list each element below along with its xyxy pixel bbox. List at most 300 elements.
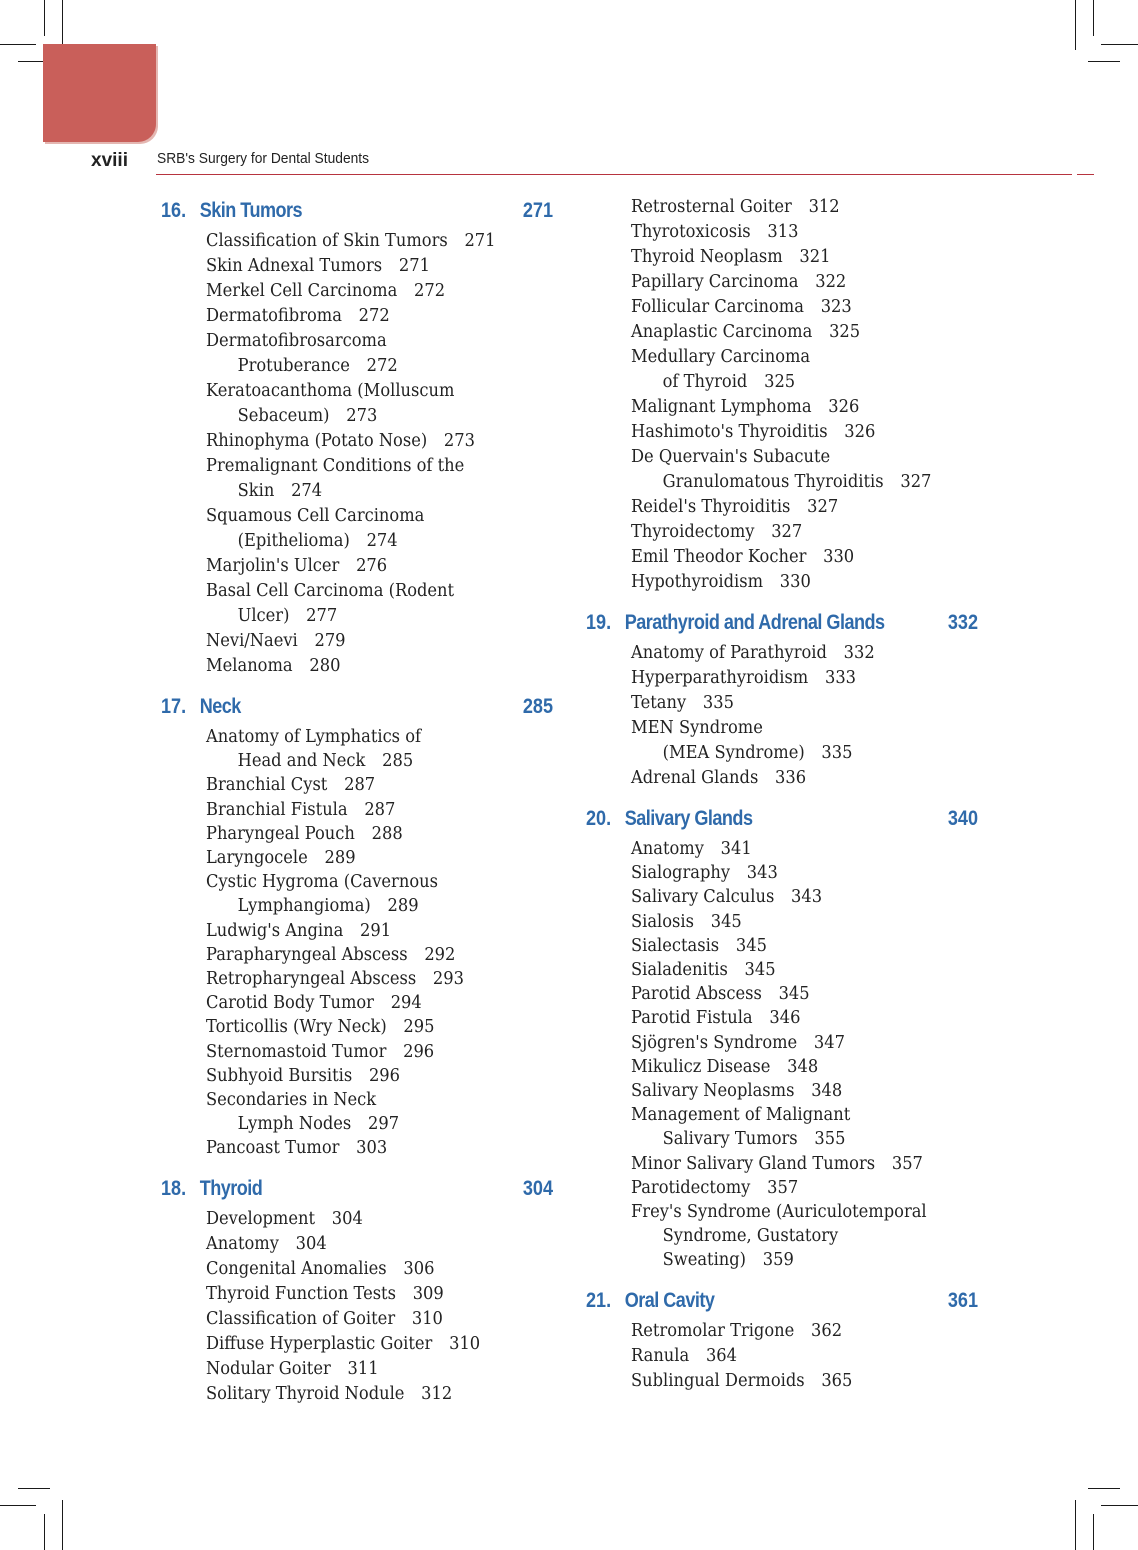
chapter-title: Thyroid [199,1176,263,1200]
toc-entry-line [631,741,954,766]
toc-entry-title: Management of Malignant [631,1105,851,1126]
toc-entry-page: 321 [799,247,831,267]
toc-entry-line [206,870,529,894]
running-title: SRB's Surgery for Dental Students [157,150,370,167]
accent-tab [43,44,156,142]
toc-entry-line [206,279,529,304]
toc-entry-line [631,666,954,691]
toc-entry-page: 335 [821,743,853,763]
toc-entry-line [631,270,954,295]
toc-entry-page: 274 [366,531,398,551]
toc-entry-page: 291 [360,920,392,941]
toc-entry-page: 357 [891,1153,923,1174]
toc-entry-title: Ulcer) [237,606,290,626]
toc-entry-line [206,1357,529,1382]
toc-entry-line [631,766,954,791]
toc-entry-title: Hashimoto's Thyroiditis [631,422,828,442]
crop-mark [1093,1514,1094,1550]
chapter-page-number: 332 [947,611,978,634]
toc-entry-title: Parotid Fistula [631,1008,753,1029]
toc-entry-title: Syndrome, Gustatory [662,1226,839,1247]
chapter-number: 16. [161,199,187,222]
toc-entry-title: Carotid Body Tumor [206,993,374,1014]
crop-mark [1101,44,1138,45]
crop-mark [1088,1488,1120,1489]
toc-entry-title: Melanoma [206,656,293,676]
toc-entry-line [206,629,529,654]
toc-entry-page: 311 [347,1358,379,1379]
toc-entry-page: 355 [814,1129,846,1150]
toc-entry-title: Anatomy [631,839,704,859]
crop-mark [1075,0,1076,50]
toc-entry-line [206,554,529,579]
toc-entry-line [631,1079,954,1103]
toc-entry-title: Merkel Cell Carcinoma [206,281,398,301]
toc-entry-page: 345 [744,960,776,981]
toc-entry-title: Lymph Nodes [237,1114,352,1135]
toc-entry-page: 304 [331,1208,363,1229]
crop-mark [18,1488,50,1489]
toc-entry-line [206,329,529,354]
toc-entry-title: (MEA Syndrome) [662,743,805,763]
toc-entry-page: 294 [390,993,422,1014]
toc-entry-line [206,846,529,870]
toc-entry-title: Marjolin's Ulcer [206,556,340,576]
chapter-heading [161,691,553,723]
toc-entry-page: 345 [710,911,742,932]
toc-entry-page: 303 [356,1138,388,1159]
toc-entry-line [631,545,954,570]
toc-entry-line [631,1319,954,1344]
chapter-heading [586,1285,978,1317]
toc-entry-page: 330 [823,547,855,567]
toc-entry-page: 327 [771,522,803,542]
chapter-heading [586,803,978,835]
toc-entry-title: Thyrotoxicosis [631,222,751,242]
toc-entry-line [631,958,954,982]
toc-entry-page: 309 [412,1283,444,1304]
toc-entry-line [631,195,954,220]
toc-entry-page: 322 [815,272,847,292]
toc-entry-line [631,1344,954,1369]
toc-entry-title: Cystic Hygroma (Cavernous [206,872,438,893]
crop-mark [1101,1505,1138,1506]
toc-entry-page: 271 [398,256,430,276]
toc-entry-page: 274 [291,481,323,501]
chapter-title: Skin Tumors [199,199,303,222]
chapter-page-number: 271 [522,199,553,222]
toc-entry-title: Dermatofibroma [206,306,342,326]
crop-mark [44,1514,45,1550]
toc-entry-page: 348 [811,1081,843,1102]
toc-entry-page: 341 [720,839,752,859]
toc-entry-title: Sialectasis [631,935,720,956]
toc-entry-title: Medullary Carcinoma [631,347,811,367]
toc-entry-line [631,395,954,420]
toc-entry-title: Nevi/Naevi [206,631,298,651]
chapter-number: 18. [161,1176,187,1200]
toc-entry-page: 287 [364,799,396,820]
toc-entry-title: Premalignant Conditions of the [206,456,465,476]
toc-entry-page: 325 [829,322,861,342]
toc-entry-line [206,991,529,1015]
toc-entry-title: Granulomatous Thyroiditis [662,472,884,492]
toc-entry-line [206,504,529,529]
toc-entry-line [206,1040,529,1064]
toc-entry-title: Anatomy of Lymphatics of [206,727,422,747]
crop-mark [44,0,45,36]
toc-entry-line [631,1369,954,1394]
toc-entry-title: Retropharyngeal Abscess [206,969,417,990]
toc-entry-line [206,1112,529,1136]
toc-entry-title: Secondaries in Neck [206,1090,377,1111]
toc-entry-title: Retrosternal Goiter [631,197,792,217]
toc-entry-page: 357 [767,1177,799,1198]
toc-entry-page: 348 [787,1056,819,1077]
chapter-title: Parathyroid and Adrenal Glands [624,611,885,634]
toc-entry-page: 359 [762,1250,794,1271]
toc-entry-title: Branchial Fistula [206,799,348,820]
toc-entry-line [206,479,529,504]
toc-entry-title: Diffuse Hyperplastic Goiter [206,1333,433,1354]
toc-entry-page: 312 [421,1383,453,1404]
toc-entry-page: 345 [778,984,810,1005]
toc-entry-title: Hypothyroidism [631,572,764,592]
chapter-number: 21. [586,1288,612,1312]
toc-entry-page: 336 [775,768,807,788]
toc-entry-title: Salivary Neoplasms [631,1081,795,1102]
toc-entry-page: 345 [735,935,767,956]
toc-entry-title: Pharyngeal Pouch [206,823,355,844]
toc-entry-title: Thyroid Function Tests [206,1283,396,1304]
chapter-title: Neck [199,695,241,718]
toc-entry-title: Emil Theodor Kocher [631,547,807,567]
toc-entry-title: Anatomy of Parathyroid [631,643,827,663]
toc-entry-title: (Epithelioma) [237,531,350,551]
toc-entry-title: Frey's Syndrome (Auriculotemporal [631,1202,927,1223]
toc-entry-page: 296 [403,1041,435,1062]
header-rule [1077,174,1094,175]
toc-entry-title: Sialosis [631,911,694,932]
toc-entry-page: 310 [449,1333,481,1354]
toc-entry-page: 304 [295,1233,327,1254]
toc-entry-title: Sweating) [662,1250,747,1271]
toc-entry-line [631,420,954,445]
toc-entry-page: 362 [811,1320,843,1341]
toc-entry-line [206,1257,529,1282]
toc-entry-page: 273 [346,406,378,426]
chapter-entries [586,837,978,1273]
toc-entry-line [631,295,954,320]
toc-entry-line [206,1307,529,1332]
toc-entry-title: Salivary Tumors [662,1129,798,1150]
toc-entry-line [206,1232,529,1257]
toc-entry-line [631,245,954,270]
toc-entry-line [631,861,954,885]
toc-entry-page: 327 [807,497,839,517]
toc-entry-line [206,725,529,749]
toc-entry-line [631,641,954,666]
toc-entry-page: 276 [356,556,388,576]
toc-entry-page: 333 [824,668,857,688]
toc-entry-title: Head and Neck [237,751,366,772]
toc-entry-page: 288 [371,823,403,844]
chapter-entries [161,229,553,679]
toc-entry-title: Reidel's Thyroiditis [631,497,791,517]
toc-entry-page: 277 [306,606,338,626]
toc-entry-page: 313 [767,222,799,242]
toc-entry-line [206,1064,529,1088]
page-number: xviii [91,150,128,171]
toc-entry-title: Sialadenitis [631,960,728,981]
toc-entry-page: 306 [403,1258,435,1279]
toc-entry-title: Development [206,1208,316,1229]
toc-entry-page: 335 [702,693,734,713]
toc-entry-line [631,520,954,545]
toc-entry-title: Torticollis (Wry Neck) [206,1017,387,1038]
toc-entry-page: 295 [403,1017,435,1038]
chapter-number: 20. [586,807,612,830]
toc-entry-title: Lymphangioma) [237,896,371,917]
toc-entry-line [206,1332,529,1357]
toc-entry-line [206,429,529,454]
toc-entry-line [206,354,529,379]
toc-entry-line [631,345,954,370]
toc-entry-page: 296 [368,1065,401,1086]
toc-entry-title: Retromolar Trigone [631,1320,795,1341]
toc-entry-title: Sternomastoid Tumor [206,1041,387,1062]
toc-entry-line [206,1382,529,1407]
chapter-heading [161,195,553,227]
chapter-heading [586,607,978,639]
toc-entry-page: 271 [464,231,496,251]
toc-entry-line [631,934,954,958]
toc-entry-line [631,837,954,861]
toc-entry-page: 347 [813,1032,846,1053]
toc-entry-page: 332 [843,643,875,663]
toc-entry-line [631,370,954,395]
toc-entry-page: 365 [821,1370,853,1391]
toc-entry-page: 327 [900,472,932,492]
toc-entry-page: 343 [746,863,778,884]
toc-entry-title: Ranula [631,1345,690,1366]
toc-entry-title: Sjögren's Syndrome [631,1032,798,1053]
toc-entry-title: Keratoacanthoma (Molluscum [206,381,455,401]
toc-entry-title: of Thyroid [662,372,748,392]
crop-mark [1075,1500,1076,1550]
toc-entry-line [206,822,529,846]
toc-entry-line [206,919,529,943]
toc-entry-title: Laryngocele [206,848,308,869]
toc-entry-title: Minor Salivary Gland Tumors [631,1153,876,1174]
toc-entry-title: Papillary Carcinoma [631,272,799,292]
toc-entry-title: Thyroid Neoplasm [631,247,783,267]
toc-entry-title: Sebaceum) [237,406,330,426]
toc-column-left [161,195,553,1419]
chapter-entries [161,725,553,1161]
chapter-title: Salivary Glands [624,807,753,830]
toc-entry-title: Follicular Carcinoma [631,297,804,317]
toc-entry-line [206,798,529,822]
toc-entry-page: 287 [344,775,376,796]
toc-entry-title: Branchial Cyst [206,775,328,796]
toc-entry-title: MEN Syndrome [631,718,763,738]
toc-entry-title: Ludwig's Angina [206,920,344,941]
toc-entry-line [631,910,954,934]
toc-entry-line [206,894,529,918]
chapter-section [161,195,553,679]
crop-mark [1093,0,1094,36]
toc-entry-page: 272 [358,306,390,326]
toc-entry-title: Squamous Cell Carcinoma [206,506,425,526]
toc-entry-line [631,1152,954,1176]
toc-entry-title: Salivary Calculus [631,887,775,908]
toc-entry-title: De Quervain's Subacute [631,447,831,467]
chapter-continued [586,195,978,595]
toc-entry-line [631,1127,954,1151]
toc-entry-line [206,1015,529,1039]
toc-entry-line [206,654,529,679]
toc-entry-line [631,1031,954,1055]
chapter-page-number: 304 [522,1176,553,1200]
crop-mark [62,0,63,50]
chapter-page-number: 340 [947,807,978,830]
toc-entry-line [631,320,954,345]
toc-entry-line [206,773,529,797]
toc-entry-title: Classification of Goiter [206,1308,396,1329]
toc-entry-title: Parotidectomy [631,1177,751,1198]
header-rule [156,174,1072,175]
toc-entry-line [631,716,954,741]
toc-entry-page: 297 [368,1114,400,1135]
toc-entry-title: Anaplastic Carcinoma [631,322,813,342]
toc-entry-line [631,982,954,1006]
toc-entry-page: 310 [411,1308,443,1329]
chapter-entries [586,195,978,595]
toc-entry-title: Tetany [631,693,687,713]
toc-entry-title: Adrenal Glands [631,768,759,788]
toc-entry-line [206,1207,529,1232]
toc-entry-line [631,885,954,909]
chapter-section [586,607,978,791]
toc-entry-line [206,1282,529,1307]
chapter-entries [586,1319,978,1394]
crop-mark [62,1500,63,1550]
toc-entry-line [206,379,529,404]
toc-entry-title: Skin [237,481,275,501]
toc-entry-line [631,1055,954,1079]
toc-entry-line [631,445,954,470]
toc-entry-title: Protuberance [237,356,350,376]
toc-entry-title: Skin Adnexal Tumors [206,256,383,276]
toc-entry-page: 279 [314,631,346,651]
toc-entry-line [206,1136,529,1160]
toc-entry-title: Solitary Thyroid Nodule [206,1383,405,1404]
toc-entry-line [206,304,529,329]
toc-entry-page: 272 [366,356,398,376]
toc-entry-title: Hyperparathyroidism [631,668,809,688]
chapter-heading [161,1173,553,1205]
chapter-title: Oral Cavity [624,1288,715,1312]
toc-entry-title: Dermatofibrosarcoma [206,331,387,351]
toc-entry-page: 280 [309,656,341,676]
toc-entry-page: 273 [443,431,476,451]
chapter-section [161,1173,553,1407]
chapter-number: 19. [586,611,612,634]
toc-entry-page: 289 [324,848,356,869]
toc-entry-line [631,1224,954,1248]
toc-entry-page: 292 [424,944,456,965]
toc-entry-line [206,579,529,604]
chapter-section [161,691,553,1161]
toc-entry-title: Sublingual Dermoids [631,1370,805,1391]
toc-entry-line [631,470,954,495]
toc-entry-line [206,943,529,967]
toc-entry-line [631,220,954,245]
toc-entry-page: 272 [414,281,446,301]
toc-entry-line [631,1006,954,1030]
toc-entry-title: Parotid Abscess [631,984,762,1005]
toc-entry-title: Sialography [631,863,731,884]
toc-entry-line [206,404,529,429]
chapter-entries [586,641,978,791]
toc-entry-page: 285 [382,751,414,772]
toc-entry-line [206,604,529,629]
toc-entry-title: Thyroidectomy [631,522,755,542]
chapter-section [586,803,978,1273]
toc-entry-title: Pancoast Tumor [206,1138,340,1159]
toc-entry-title: Congenital Anomalies [206,1258,387,1279]
toc-entry-line [631,570,954,595]
toc-entry-line [206,229,529,254]
chapter-section [586,1285,978,1394]
toc-entry-page: 323 [820,297,852,317]
toc-entry-line [631,691,954,716]
toc-entry-line [631,1103,954,1127]
toc-entry-line [206,254,529,279]
toc-entry-line [631,495,954,520]
toc-entry-line [631,1248,954,1272]
toc-entry-line [206,454,529,479]
toc-entry-line [631,1200,954,1224]
toc-entry-page: 293 [432,969,464,990]
toc-entry-line [206,967,529,991]
toc-entry-line [206,749,529,773]
toc-entry-title: Anatomy [206,1233,279,1254]
crop-mark [0,1505,36,1506]
toc-entry-page: 330 [779,572,811,592]
toc-entry-line [206,529,529,554]
toc-column-right [586,195,978,1406]
toc-entry-title: Nodular Goiter [206,1358,331,1379]
toc-entry-page: 343 [791,887,823,908]
toc-entry-title: Mikulicz Disease [631,1056,771,1077]
chapter-page-number: 361 [947,1288,978,1312]
toc-entry-title: Classification of Skin Tumors [206,231,448,251]
toc-entry-title: Malignant Lymphoma [631,397,812,417]
toc-entry-title: Basal Cell Carcinoma (Rodent [206,581,455,601]
toc-entry-line [206,1088,529,1112]
toc-entry-title: Subhyoid Bursitis [206,1065,353,1086]
chapter-page-number: 285 [522,695,553,718]
toc-entry-page: 312 [808,197,840,217]
crop-mark [1088,61,1120,62]
chapter-entries [161,1207,553,1407]
toc-entry-page: 364 [705,1345,738,1366]
toc-entry-page: 326 [828,397,860,417]
toc-entry-title: Parapharyngeal Abscess [206,944,408,965]
chapter-number: 17. [161,695,187,718]
